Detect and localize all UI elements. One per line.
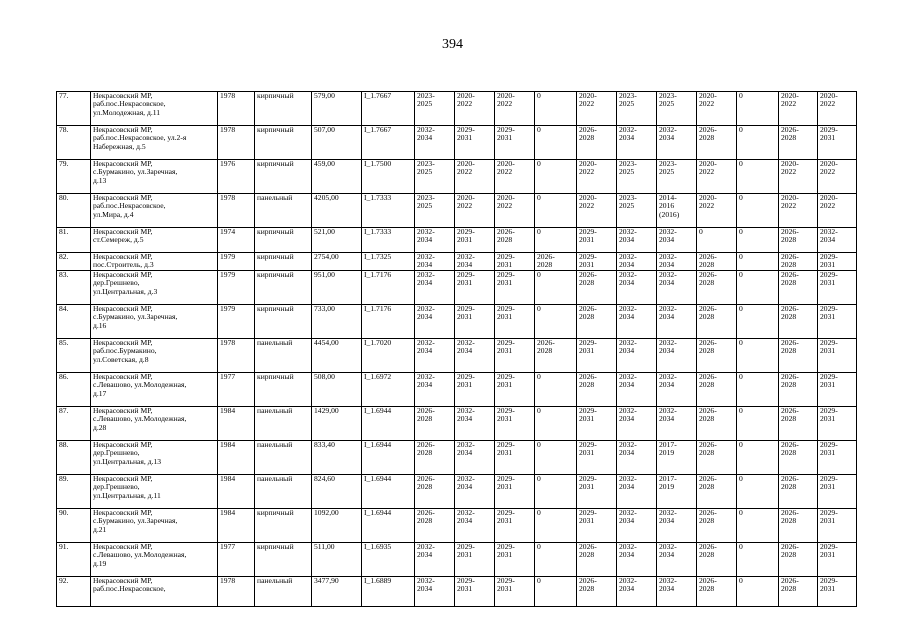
- cell-address: Некрасовский МР, с.Левашово, ул.Молодежная, д.17: [91, 372, 218, 406]
- cell-period-6: 2032- 2034: [617, 542, 657, 576]
- cell-wall-material: панельный: [255, 338, 312, 372]
- cell-row-number: 82.: [57, 253, 91, 271]
- cell-period-1: 2023- 2025: [415, 160, 455, 194]
- cell-period-2: 2029- 2031: [455, 126, 495, 160]
- table-row: [57, 160, 857, 194]
- cell-period-7: 2032- 2034: [657, 253, 697, 271]
- cell-year: 1978: [218, 194, 255, 228]
- cell-period-3: 2029- 2031: [495, 576, 535, 606]
- table-row: [57, 253, 857, 271]
- cell-period-9: 0: [737, 304, 779, 338]
- cell-period-9: 0: [737, 338, 779, 372]
- cell-period-6: 2032- 2034: [617, 126, 657, 160]
- cell-area: 459,00: [312, 160, 362, 194]
- cell-row-number: 87.: [57, 406, 91, 440]
- cell-address: Некрасовский МР, с.Левашово, ул.Молодежная, д.19: [91, 542, 218, 576]
- cell-period-3: 2020- 2022: [495, 92, 535, 126]
- cell-period-11: 2029- 2031: [818, 253, 857, 271]
- cell-address: Некрасовский МР, с.Бурмакино, ул.Заречная, д.21: [91, 508, 218, 542]
- cell-year: 1977: [218, 542, 255, 576]
- cell-period-9: 0: [737, 406, 779, 440]
- cell-period-6: 2023- 2025: [617, 92, 657, 126]
- cell-period-7: 2032- 2034: [657, 576, 697, 606]
- table-row: [57, 304, 857, 338]
- table-row: [57, 542, 857, 576]
- cell-period-11: 2029- 2031: [818, 542, 857, 576]
- table-row: [57, 270, 857, 304]
- cell-period-1: 2032- 2034: [415, 126, 455, 160]
- cell-period-7: 2023- 2025: [657, 92, 697, 126]
- cell-year: 1979: [218, 270, 255, 304]
- cell-period-6: 2023- 2025: [617, 160, 657, 194]
- cell-period-5: 2026- 2028: [577, 576, 617, 606]
- cell-period-5: 2029- 2031: [577, 440, 617, 474]
- cell-period-4: 0: [535, 576, 577, 606]
- cell-wall-material: кирпичный: [255, 160, 312, 194]
- cell-period-1: 2026- 2028: [415, 406, 455, 440]
- cell-period-9: 0: [737, 228, 779, 253]
- cell-wall-material: кирпичный: [255, 92, 312, 126]
- cell-period-8: 2026- 2028: [697, 508, 737, 542]
- cell-period-11: 2020- 2022: [818, 194, 857, 228]
- cell-year: 1979: [218, 253, 255, 271]
- cell-period-1: 2026- 2028: [415, 508, 455, 542]
- cell-wall-material: панельный: [255, 474, 312, 508]
- cell-period-10: 2026- 2028: [779, 372, 818, 406]
- cell-period-10: 2020- 2022: [779, 92, 818, 126]
- cell-period-8: 2026- 2028: [697, 126, 737, 160]
- cell-period-6: 2032- 2034: [617, 304, 657, 338]
- cell-period-8: 2026- 2028: [697, 338, 737, 372]
- cell-period-7: 2017- 2019: [657, 440, 697, 474]
- cell-period-4: 0: [535, 542, 577, 576]
- cell-period-3: 2029- 2031: [495, 508, 535, 542]
- cell-period-4: 0: [535, 126, 577, 160]
- cell-period-10: 2026- 2028: [779, 406, 818, 440]
- cell-period-6: 2023- 2025: [617, 194, 657, 228]
- cell-period-10: 2026- 2028: [779, 253, 818, 271]
- cell-period-5: 2026- 2028: [577, 270, 617, 304]
- cell-year: 1976: [218, 160, 255, 194]
- cell-address: Некрасовский МР, раб.пос.Некрасовское, ул.Молодежная, д.11: [91, 92, 218, 126]
- cell-period-2: 2032- 2034: [455, 508, 495, 542]
- cell-period-11: 2029- 2031: [818, 406, 857, 440]
- cell-period-1: 2032- 2034: [415, 253, 455, 271]
- cell-period-3: 2029- 2031: [495, 253, 535, 271]
- cell-year: 1977: [218, 372, 255, 406]
- cell-row-number: 79.: [57, 160, 91, 194]
- cell-index: I_1.7500: [362, 160, 415, 194]
- cell-period-10: 2026- 2028: [779, 126, 818, 160]
- cell-area: 507,00: [312, 126, 362, 160]
- cell-area: 511,00: [312, 542, 362, 576]
- cell-period-2: 2032- 2034: [455, 474, 495, 508]
- cell-period-7: 2032- 2034: [657, 304, 697, 338]
- cell-period-11: 2029- 2031: [818, 372, 857, 406]
- housing-table: [56, 91, 857, 607]
- cell-year: 1984: [218, 440, 255, 474]
- cell-row-number: 84.: [57, 304, 91, 338]
- cell-period-10: 2020- 2022: [779, 160, 818, 194]
- cell-year: 1978: [218, 92, 255, 126]
- cell-index: I_1.7333: [362, 194, 415, 228]
- cell-year: 1984: [218, 474, 255, 508]
- cell-row-number: 86.: [57, 372, 91, 406]
- cell-period-9: 0: [737, 126, 779, 160]
- cell-period-5: 2026- 2028: [577, 126, 617, 160]
- cell-row-number: 91.: [57, 542, 91, 576]
- cell-index: I_1.7333: [362, 228, 415, 253]
- cell-period-2: 2020- 2022: [455, 160, 495, 194]
- cell-period-3: 2029- 2031: [495, 304, 535, 338]
- cell-row-number: 85.: [57, 338, 91, 372]
- cell-area: 579,00: [312, 92, 362, 126]
- cell-area: 824,60: [312, 474, 362, 508]
- cell-index: I_1.6972: [362, 372, 415, 406]
- cell-year: 1978: [218, 338, 255, 372]
- cell-period-6: 2032- 2034: [617, 406, 657, 440]
- cell-period-11: 2029- 2031: [818, 440, 857, 474]
- cell-row-number: 88.: [57, 440, 91, 474]
- cell-period-4: 0: [535, 270, 577, 304]
- cell-period-8: 2020- 2022: [697, 194, 737, 228]
- cell-address: Некрасовский МР, раб.пос.Бурмакино, ул.Советская, д.8: [91, 338, 218, 372]
- cell-wall-material: панельный: [255, 194, 312, 228]
- cell-period-10: 2026- 2028: [779, 304, 818, 338]
- cell-period-11: 2029- 2031: [818, 508, 857, 542]
- cell-address: Некрасовский МР, с.Бурмакино, ул.Заречная, д.16: [91, 304, 218, 338]
- cell-period-8: 2026- 2028: [697, 270, 737, 304]
- cell-row-number: 78.: [57, 126, 91, 160]
- cell-period-7: 2032- 2034: [657, 270, 697, 304]
- cell-period-8: 2020- 2022: [697, 160, 737, 194]
- cell-period-7: 2014- 2016 (2016): [657, 194, 697, 228]
- cell-period-9: 0: [737, 270, 779, 304]
- cell-period-2: 2029- 2031: [455, 542, 495, 576]
- cell-period-6: 2032- 2034: [617, 508, 657, 542]
- cell-wall-material: кирпичный: [255, 304, 312, 338]
- cell-address: Некрасовский МР, дер.Грешнево, ул.Центральная, д.3: [91, 270, 218, 304]
- cell-wall-material: кирпичный: [255, 228, 312, 253]
- cell-row-number: 92.: [57, 576, 91, 606]
- cell-period-6: 2032- 2034: [617, 270, 657, 304]
- cell-period-3: 2029- 2031: [495, 440, 535, 474]
- cell-period-10: 2020- 2022: [779, 194, 818, 228]
- cell-period-2: 2032- 2034: [455, 406, 495, 440]
- cell-period-5: 2029- 2031: [577, 228, 617, 253]
- cell-period-7: 2032- 2034: [657, 508, 697, 542]
- cell-period-2: 2029- 2031: [455, 372, 495, 406]
- cell-period-5: 2026- 2028: [577, 304, 617, 338]
- cell-address: Некрасовский МР, с.Левашово, ул.Молодежная, д.28: [91, 406, 218, 440]
- cell-period-7: 2017- 2019: [657, 474, 697, 508]
- cell-period-4: 0: [535, 228, 577, 253]
- cell-area: 4454,00: [312, 338, 362, 372]
- cell-period-9: 0: [737, 92, 779, 126]
- cell-wall-material: панельный: [255, 406, 312, 440]
- table-row: [57, 194, 857, 228]
- cell-address: Некрасовский МР, раб.пос.Некрасовское, ул.2-я Набережная, д.5: [91, 126, 218, 160]
- cell-wall-material: кирпичный: [255, 270, 312, 304]
- cell-area: 1092,00: [312, 508, 362, 542]
- cell-period-2: 2020- 2022: [455, 92, 495, 126]
- cell-wall-material: кирпичный: [255, 372, 312, 406]
- cell-period-5: 2026- 2028: [577, 372, 617, 406]
- cell-period-5: 2029- 2031: [577, 406, 617, 440]
- cell-period-2: 2032- 2034: [455, 440, 495, 474]
- cell-area: 951,00: [312, 270, 362, 304]
- cell-period-9: 0: [737, 508, 779, 542]
- cell-index: I_1.7176: [362, 304, 415, 338]
- cell-address: Некрасовский МР, раб.пос.Некрасовское, ул.Мира, д.4: [91, 194, 218, 228]
- cell-period-10: 2026- 2028: [779, 474, 818, 508]
- cell-period-4: 0: [535, 508, 577, 542]
- cell-period-10: 2026- 2028: [779, 508, 818, 542]
- page-number: 394: [442, 37, 463, 52]
- cell-index: I_1.7020: [362, 338, 415, 372]
- cell-address: Некрасовский МР, раб.пос.Некрасовское,: [91, 576, 218, 606]
- cell-period-3: 2029- 2031: [495, 542, 535, 576]
- cell-wall-material: панельный: [255, 576, 312, 606]
- cell-period-8: 2026- 2028: [697, 474, 737, 508]
- cell-period-8: 2026- 2028: [697, 253, 737, 271]
- cell-index: I_1.6944: [362, 508, 415, 542]
- cell-area: 4205,00: [312, 194, 362, 228]
- cell-period-11: 2020- 2022: [818, 160, 857, 194]
- cell-period-4: 0: [535, 474, 577, 508]
- cell-period-3: 2026- 2028: [495, 228, 535, 253]
- cell-period-1: 2026- 2028: [415, 474, 455, 508]
- cell-period-3: 2029- 2031: [495, 126, 535, 160]
- cell-address: Некрасовский МР, с.Бурмакино, ул.Заречная, д.13: [91, 160, 218, 194]
- cell-row-number: 89.: [57, 474, 91, 508]
- cell-period-1: 2026- 2028: [415, 440, 455, 474]
- cell-period-6: 2032- 2034: [617, 440, 657, 474]
- cell-period-5: 2020- 2022: [577, 194, 617, 228]
- cell-index: I_1.6935: [362, 542, 415, 576]
- cell-period-4: 0: [535, 372, 577, 406]
- cell-period-8: 2026- 2028: [697, 372, 737, 406]
- cell-area: 508,00: [312, 372, 362, 406]
- cell-period-6: 2032- 2034: [617, 576, 657, 606]
- cell-row-number: 90.: [57, 508, 91, 542]
- cell-index: I_1.6944: [362, 440, 415, 474]
- cell-period-10: 2026- 2028: [779, 338, 818, 372]
- cell-period-2: 2020- 2022: [455, 194, 495, 228]
- cell-address: Некрасовский МР, ст.Семереж, д.5: [91, 228, 218, 253]
- cell-period-10: 2026- 2028: [779, 270, 818, 304]
- cell-period-8: 2026- 2028: [697, 440, 737, 474]
- cell-year: 1979: [218, 304, 255, 338]
- cell-wall-material: панельный: [255, 440, 312, 474]
- cell-period-9: 0: [737, 372, 779, 406]
- table-row: [57, 406, 857, 440]
- cell-year: 1978: [218, 576, 255, 606]
- cell-period-10: 2026- 2028: [779, 440, 818, 474]
- cell-period-8: 0: [697, 228, 737, 253]
- cell-period-9: 0: [737, 253, 779, 271]
- cell-period-7: 2032- 2034: [657, 126, 697, 160]
- table-row: [57, 440, 857, 474]
- cell-period-1: 2032- 2034: [415, 542, 455, 576]
- cell-index: I_1.6889: [362, 576, 415, 606]
- cell-period-4: 0: [535, 92, 577, 126]
- cell-period-1: 2023- 2025: [415, 194, 455, 228]
- cell-period-1: 2023- 2025: [415, 92, 455, 126]
- cell-period-7: 2032- 2034: [657, 372, 697, 406]
- cell-index: I_1.7667: [362, 92, 415, 126]
- cell-period-6: 2032- 2034: [617, 253, 657, 271]
- cell-area: 1429,00: [312, 406, 362, 440]
- cell-period-3: 2020- 2022: [495, 194, 535, 228]
- cell-year: 1978: [218, 126, 255, 160]
- cell-period-7: 2032- 2034: [657, 542, 697, 576]
- cell-period-9: 0: [737, 160, 779, 194]
- cell-address: Некрасовский МР, пос.Строитель, д.3: [91, 253, 218, 271]
- cell-period-8: 2020- 2022: [697, 92, 737, 126]
- table-row: [57, 92, 857, 126]
- cell-period-6: 2032- 2034: [617, 474, 657, 508]
- cell-period-3: 2029- 2031: [495, 338, 535, 372]
- table-row: [57, 338, 857, 372]
- cell-period-5: 2029- 2031: [577, 508, 617, 542]
- cell-period-7: 2032- 2034: [657, 228, 697, 253]
- cell-index: I_1.7176: [362, 270, 415, 304]
- cell-period-3: 2029- 2031: [495, 372, 535, 406]
- cell-period-2: 2029- 2031: [455, 228, 495, 253]
- cell-period-1: 2032- 2034: [415, 228, 455, 253]
- cell-period-5: 2020- 2022: [577, 92, 617, 126]
- cell-period-8: 2026- 2028: [697, 304, 737, 338]
- cell-period-9: 0: [737, 474, 779, 508]
- cell-row-number: 80.: [57, 194, 91, 228]
- cell-period-9: 0: [737, 576, 779, 606]
- cell-row-number: 81.: [57, 228, 91, 253]
- cell-area: 2754,00: [312, 253, 362, 271]
- cell-period-6: 2032- 2034: [617, 228, 657, 253]
- cell-period-1: 2032- 2034: [415, 304, 455, 338]
- cell-period-10: 2026- 2028: [779, 542, 818, 576]
- cell-area: 733,00: [312, 304, 362, 338]
- cell-period-7: 2023- 2025: [657, 160, 697, 194]
- cell-period-1: 2032- 2034: [415, 576, 455, 606]
- cell-period-7: 2032- 2034: [657, 338, 697, 372]
- cell-period-2: 2032- 2034: [455, 253, 495, 271]
- cell-wall-material: кирпичный: [255, 542, 312, 576]
- cell-period-1: 2032- 2034: [415, 372, 455, 406]
- cell-period-11: 2032- 2034: [818, 228, 857, 253]
- cell-index: I_1.7325: [362, 253, 415, 271]
- cell-address: Некрасовский МР, дер.Грешнево, ул.Центральная, д.13: [91, 440, 218, 474]
- cell-year: 1984: [218, 508, 255, 542]
- cell-period-11: 2029- 2031: [818, 576, 857, 606]
- cell-period-4: 0: [535, 304, 577, 338]
- cell-year: 1974: [218, 228, 255, 253]
- cell-period-10: 2026- 2028: [779, 228, 818, 253]
- cell-period-6: 2032- 2034: [617, 372, 657, 406]
- cell-period-2: 2029- 2031: [455, 304, 495, 338]
- cell-period-4: 0: [535, 440, 577, 474]
- cell-period-6: 2032- 2034: [617, 338, 657, 372]
- cell-row-number: 77.: [57, 92, 91, 126]
- cell-index: I_1.6944: [362, 474, 415, 508]
- cell-wall-material: кирпичный: [255, 126, 312, 160]
- cell-address: Некрасовский МР, дер.Грешнево, ул.Центральная, д.11: [91, 474, 218, 508]
- cell-period-2: 2032- 2034: [455, 338, 495, 372]
- table-row: [57, 576, 857, 606]
- table-row: [57, 228, 857, 253]
- cell-period-3: 2029- 2031: [495, 406, 535, 440]
- cell-index: I_1.6944: [362, 406, 415, 440]
- cell-period-5: 2029- 2031: [577, 338, 617, 372]
- cell-period-11: 2029- 2031: [818, 304, 857, 338]
- table-row: [57, 372, 857, 406]
- cell-period-11: 2020- 2022: [818, 92, 857, 126]
- cell-period-11: 2029- 2031: [818, 270, 857, 304]
- cell-period-5: 2029- 2031: [577, 253, 617, 271]
- cell-period-4: 2026- 2028: [535, 338, 577, 372]
- cell-period-4: 0: [535, 406, 577, 440]
- cell-period-7: 2032- 2034: [657, 406, 697, 440]
- cell-period-3: 2029- 2031: [495, 474, 535, 508]
- cell-period-9: 0: [737, 542, 779, 576]
- cell-period-1: 2032- 2034: [415, 338, 455, 372]
- table-row: [57, 508, 857, 542]
- cell-year: 1984: [218, 406, 255, 440]
- cell-area: 3477,90: [312, 576, 362, 606]
- table-body: [57, 92, 857, 607]
- table-row: [57, 126, 857, 160]
- cell-period-3: 2020- 2022: [495, 160, 535, 194]
- cell-period-2: 2029- 2031: [455, 270, 495, 304]
- cell-area: 833,40: [312, 440, 362, 474]
- cell-row-number: 83.: [57, 270, 91, 304]
- table-row: [57, 474, 857, 508]
- cell-period-8: 2026- 2028: [697, 406, 737, 440]
- cell-period-8: 2026- 2028: [697, 576, 737, 606]
- cell-period-4: 0: [535, 194, 577, 228]
- cell-wall-material: кирпичный: [255, 508, 312, 542]
- cell-period-2: 2029- 2031: [455, 576, 495, 606]
- cell-period-1: 2032- 2034: [415, 270, 455, 304]
- cell-period-5: 2020- 2022: [577, 160, 617, 194]
- cell-wall-material: кирпичный: [255, 253, 312, 271]
- cell-period-9: 0: [737, 440, 779, 474]
- cell-period-11: 2029- 2031: [818, 338, 857, 372]
- cell-area: 521,00: [312, 228, 362, 253]
- cell-period-9: 0: [737, 194, 779, 228]
- cell-period-10: 2026- 2028: [779, 576, 818, 606]
- cell-period-5: 2029- 2031: [577, 474, 617, 508]
- cell-period-3: 2029- 2031: [495, 270, 535, 304]
- cell-period-5: 2026- 2028: [577, 542, 617, 576]
- cell-period-4: 2026- 2028: [535, 253, 577, 271]
- cell-period-4: 0: [535, 160, 577, 194]
- cell-period-11: 2029- 2031: [818, 474, 857, 508]
- cell-index: I_1.7667: [362, 126, 415, 160]
- cell-period-8: 2026- 2028: [697, 542, 737, 576]
- cell-period-11: 2029- 2031: [818, 126, 857, 160]
